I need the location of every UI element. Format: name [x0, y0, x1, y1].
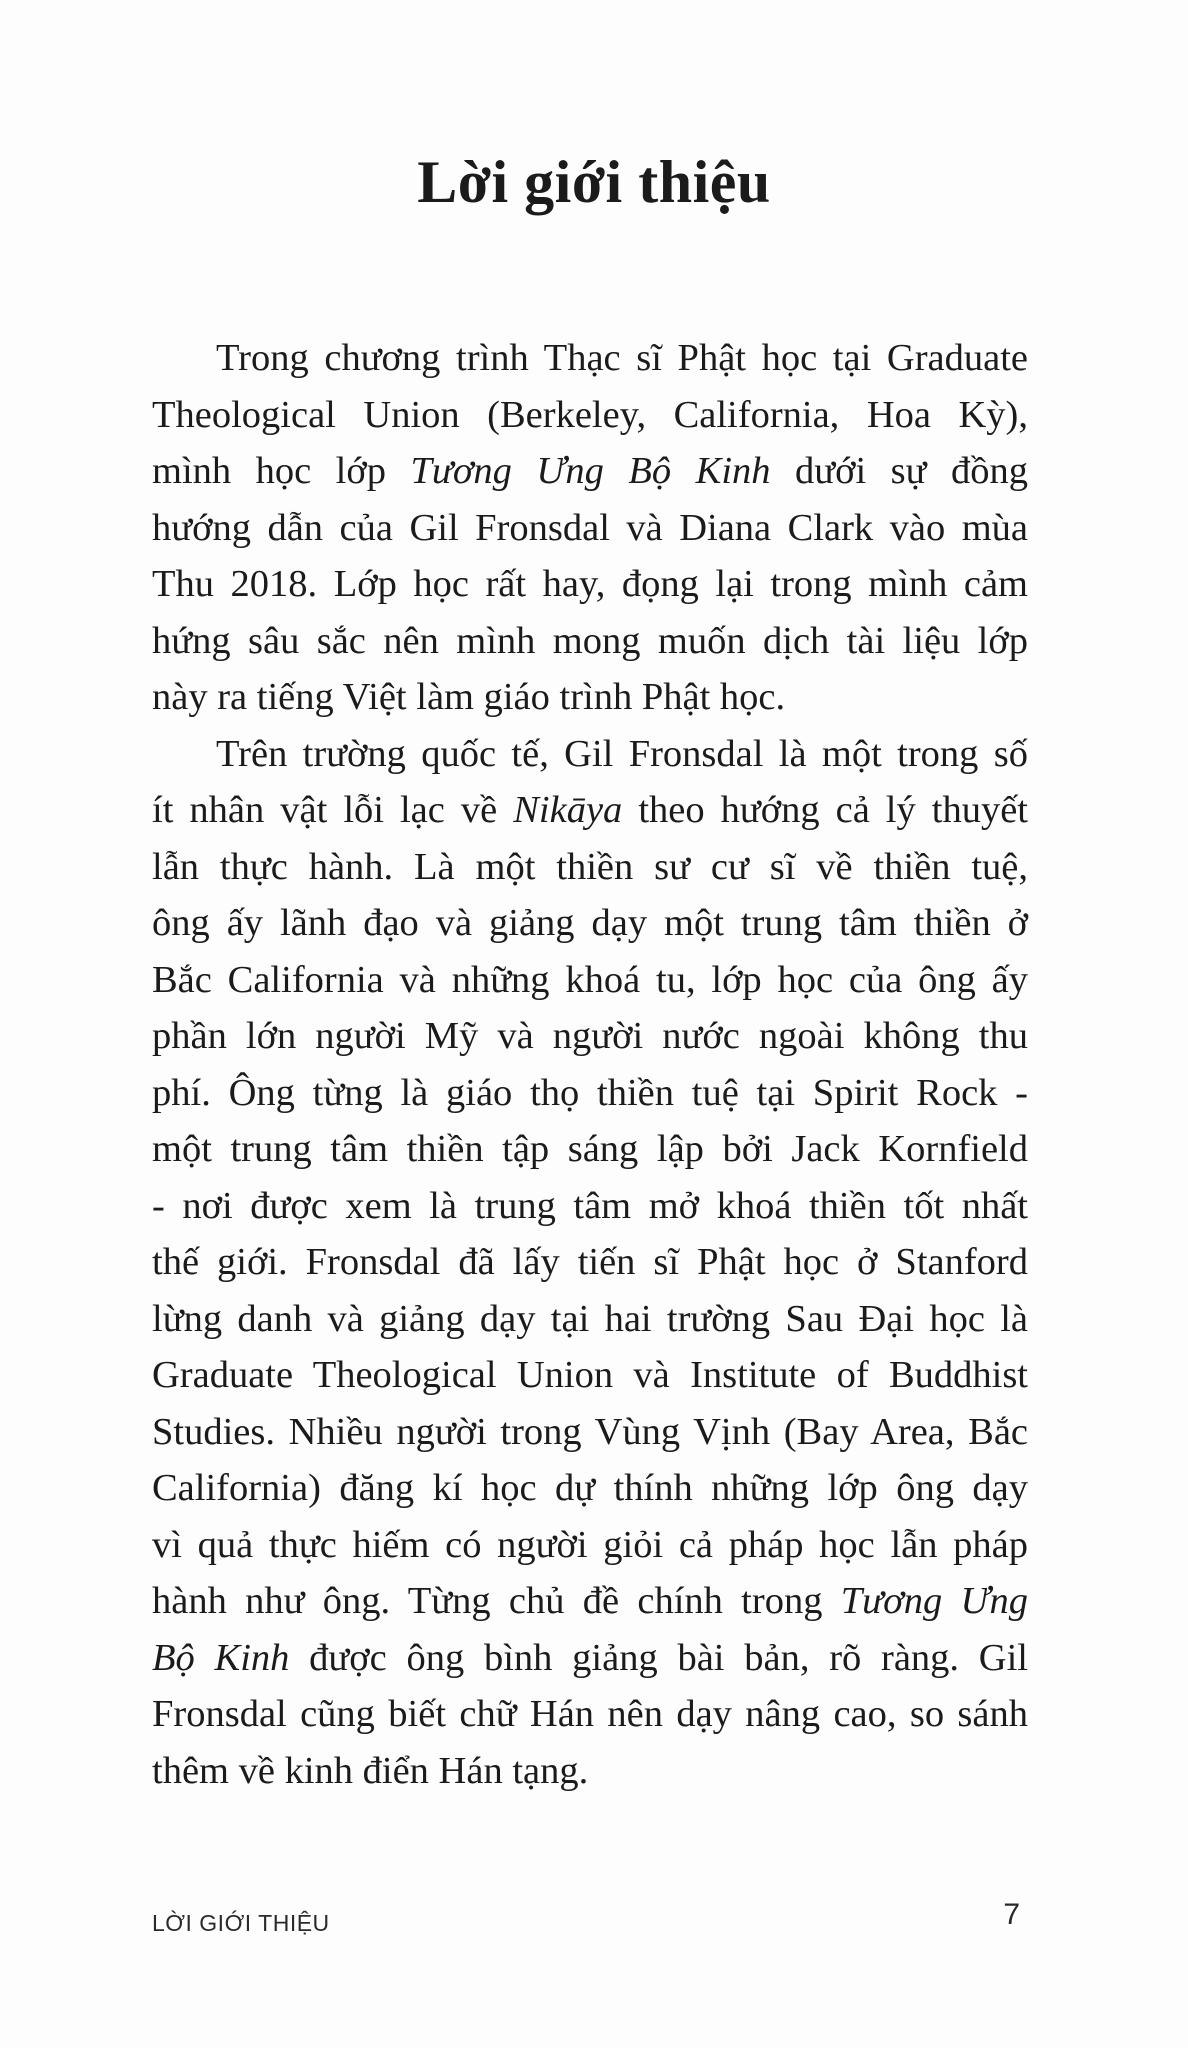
text-line: lừng danh và giảng dạy tại hai trường Sau Đại học là — [152, 1297, 1028, 1340]
italic-text: Tương Ưng — [840, 1580, 1028, 1622]
text-line: Fronsdal cũng biết chữ Hán nên dạy nâng cao, so sánh — [152, 1693, 1028, 1735]
text-line: Theological Union (Berkeley, California, Hoa Kỳ), — [152, 393, 1028, 436]
italic-text: Tương Ưng Bộ Kinh — [410, 450, 771, 492]
body-text — [152, 330, 1028, 1799]
page-number: 7 — [1003, 1898, 1020, 1931]
text-line — [152, 782, 1028, 839]
text-line: California) đăng kí học dự thính những lớp ông dạy — [152, 1467, 1028, 1509]
text-line: hứng sâu sắc nên mình mong muốn dịch tài liệu lớp — [152, 619, 1028, 662]
text-run: được ông bình giảng bài bản, rõ ràng. Gil — [289, 1636, 1028, 1679]
italic-text: Bộ Kinh — [152, 1636, 290, 1679]
text-run: mình học lớp — [152, 450, 411, 492]
text-run: ít nhân vật lỗi lạc về — [152, 789, 514, 831]
text-line: Bắc California và những khoá tu, lớp học của ông ấy — [152, 958, 1028, 1001]
text-line — [152, 1573, 1028, 1630]
text-run: theo hướng cả lý thuyết — [622, 789, 1028, 831]
text-line: thế giới. Fronsdal đã lấy tiến sĩ Phật học ở Stanford — [152, 1241, 1028, 1283]
text-line: Studies. Nhiều người trong Vùng Vịnh (Bay Area, Bắc — [152, 1410, 1028, 1453]
text-line: vì quả thực hiếm có người giỏi cả pháp học lẫn pháp — [152, 1523, 1028, 1566]
text-line: Graduate Theological Union và Institute of Buddhist — [152, 1354, 1028, 1396]
chapter-title: Lời giới thiệu — [417, 149, 771, 215]
text-line: phần lớn người Mỹ và người nước ngoài không thu — [152, 1015, 1028, 1057]
text-line: - nơi được xem là trung tâm mở khoá thiền tốt nhất — [152, 1184, 1028, 1227]
text-line: một trung tâm thiền tập sáng lập bởi Jack Kornfield — [152, 1128, 1028, 1170]
text-line: ông ấy lãnh đạo và giảng dạy một trung tâm thiền ở — [152, 902, 1028, 944]
text-line — [152, 443, 1028, 500]
text-line: lẫn thực hành. Là một thiền sư cư sĩ về thiền tuệ, — [152, 845, 1028, 888]
text-line: thêm về kinh điển Hán tạng. — [152, 1749, 589, 1792]
running-footer: LỜI GIỚI THIỆU — [152, 1910, 330, 1936]
italic-text: Nikāya — [513, 789, 623, 831]
text-line: Trong chương trình Thạc sĩ Phật học tại Graduate — [216, 337, 1028, 379]
text-line — [152, 1630, 1028, 1687]
text-run: hành như ông. Từng chủ đề chính trong — [152, 1580, 841, 1622]
text-line: phí. Ông từng là giáo thọ thiền tuệ tại Spirit Rock - — [152, 1071, 1028, 1114]
text-line: Thu 2018. Lớp học rất hay, đọng lại trong mình cảm — [152, 563, 1028, 605]
paragraph-1 — [152, 330, 1028, 726]
text-run: dưới sự đồng — [770, 450, 1028, 492]
text-line: này ra tiếng Việt làm giáo trình Phật học. — [152, 676, 786, 718]
text-line: Trên trường quốc tế, Gil Fronsdal là một trong số — [216, 732, 1028, 775]
text-line: hướng dẫn của Gil Fronsdal và Diana Clark vào mùa — [152, 506, 1028, 549]
paragraph-2 — [152, 726, 1028, 1800]
